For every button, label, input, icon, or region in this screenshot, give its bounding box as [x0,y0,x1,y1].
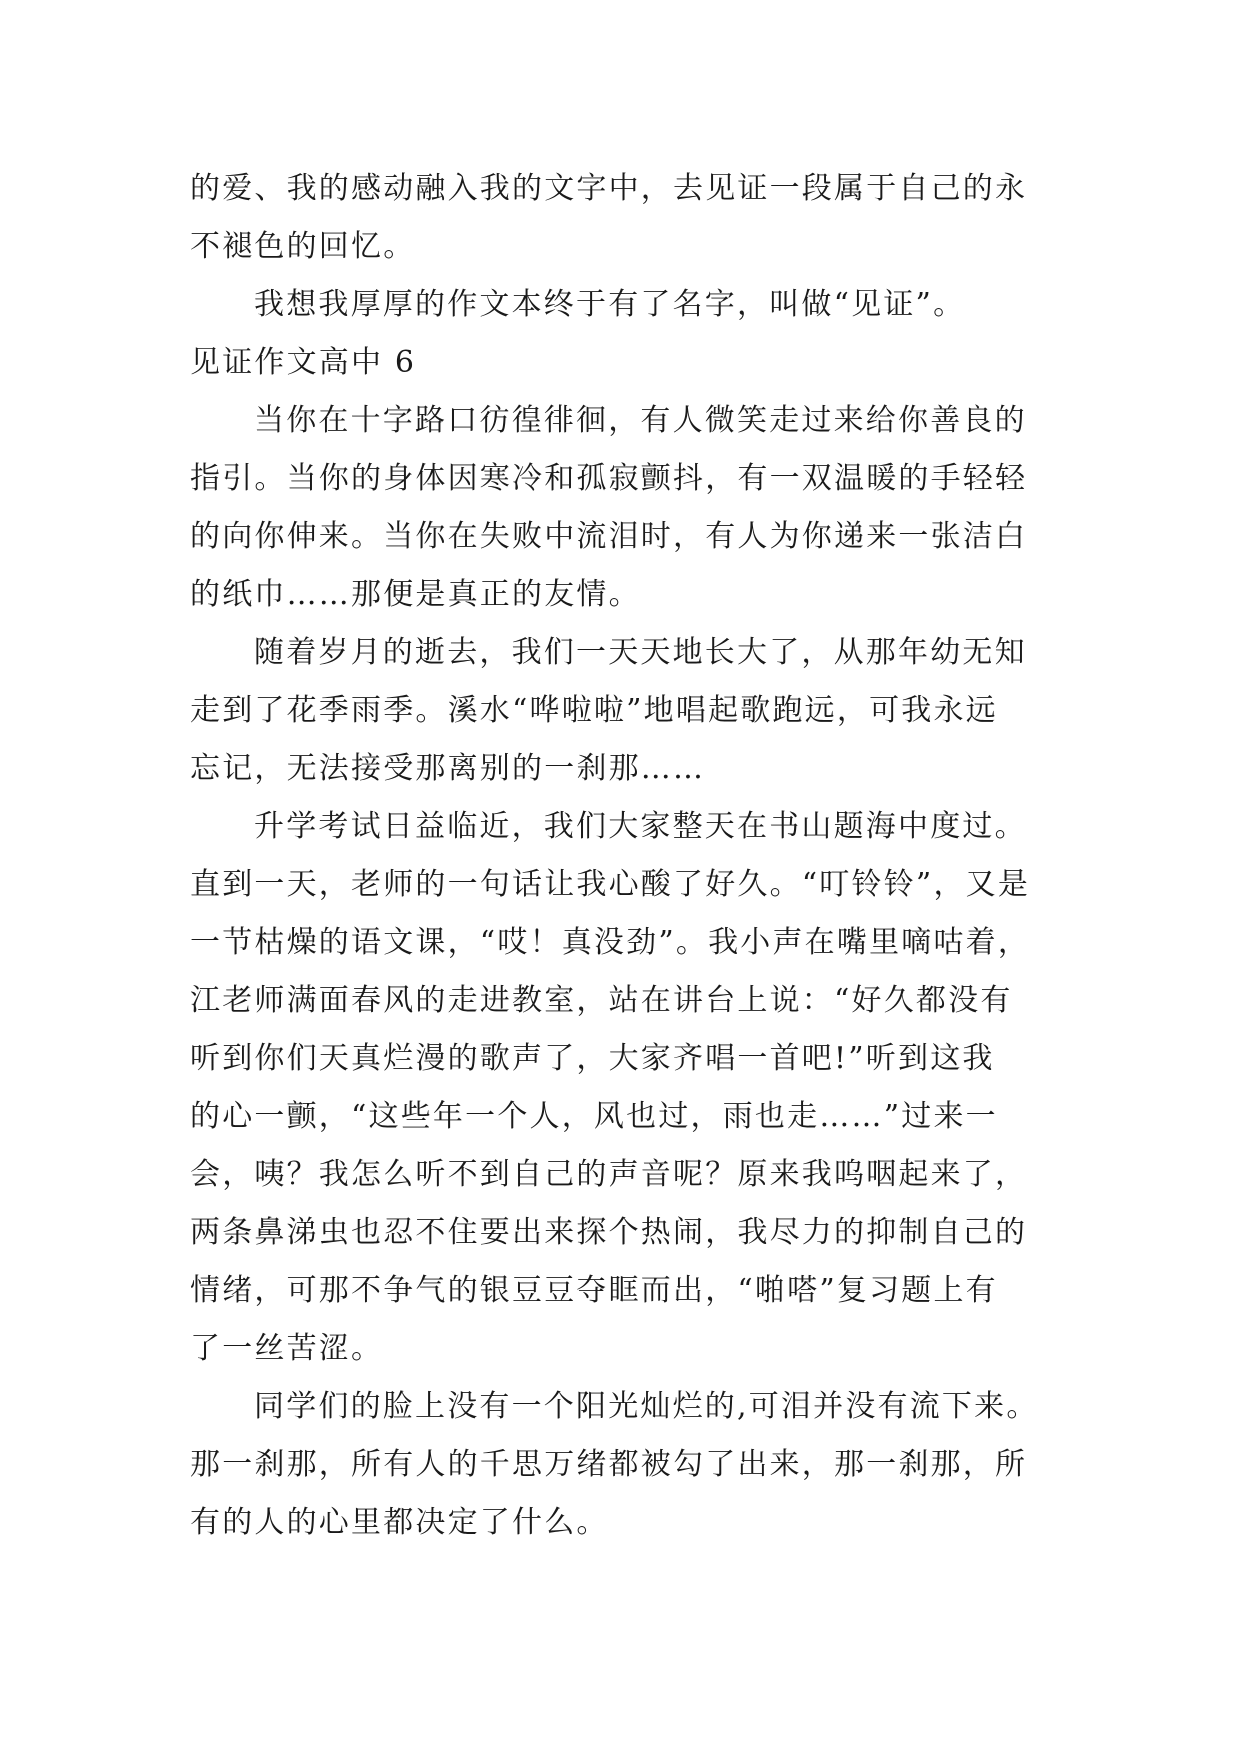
text-line: 了一丝苦涩。 [190,1331,384,1366]
document-body [190,160,1070,1552]
text-line: 当你在十字路口彷徨徘徊，有人微笑走过来给你善良的 [254,403,1027,438]
text-line: 走到了花季雨季。溪水“哗啦啦”地唱起歌跑远，可我永远 [190,693,998,728]
text-line: 升学考试日益临近，我们大家整天在书山题海中度过。 [254,809,1027,844]
text-line: 的向你伸来。当你在失败中流泪时，有人为你递来一张洁白 [190,519,1028,554]
text-line: 同学们的脸上没有一个阳光灿烂的,可泪并没有流下来。 [254,1389,1039,1424]
text-line: 直到一天，老师的一句话让我心酸了好久。“叮铃铃”，又是 [190,867,1031,902]
text-line: 不褪色的回忆。 [190,229,416,264]
text-line: 一节枯燥的语文课，“哎！真没劲”。我小声在嘴里嘀咕着， [190,925,1031,960]
text-line: 的爱、我的感动融入我的文字中，去见证一段属于自己的永 [190,171,1028,206]
text-line: 忘记，无法接受那离别的一刹那…… [190,751,706,786]
text-line: 随着岁月的逝去，我们一天天地长大了，从那年幼无知 [254,635,1027,670]
text-line: 两条鼻涕虫也忍不住要出来探个热闹，我尽力的抑制自己的 [190,1215,1028,1250]
section-heading: 见证作文高中 6 [190,345,417,380]
text-line: 那一刹那，所有人的千思万绪都被勾了出来，那一刹那，所 [190,1447,1028,1482]
text-line: 的纸巾……那便是真正的友情。 [190,577,641,612]
text-line: 我想我厚厚的作文本终于有了名字，叫做“见证”。 [254,287,966,322]
text-line: 的心一颤，“这些年一个人，风也过，雨也走……”过来一 [190,1099,998,1134]
text-line: 江老师满面春风的走进教室，站在讲台上说：“好久都没有 [190,983,1013,1018]
text-line: 有的人的心里都决定了什么。 [190,1505,609,1540]
text-line: 指引。当你的身体因寒冷和孤寂颤抖，有一双温暖的手轻轻 [190,461,1028,496]
text-line: 会，咦？我怎么听不到自己的声音呢？原来我呜咽起来了， [190,1157,1028,1192]
text-line: 情绪，可那不争气的银豆豆夺眶而出，“啪嗒”复习题上有 [190,1273,998,1308]
text-line: 听到你们天真烂漫的歌声了，大家齐唱一首吧!”听到这我 [190,1041,995,1076]
